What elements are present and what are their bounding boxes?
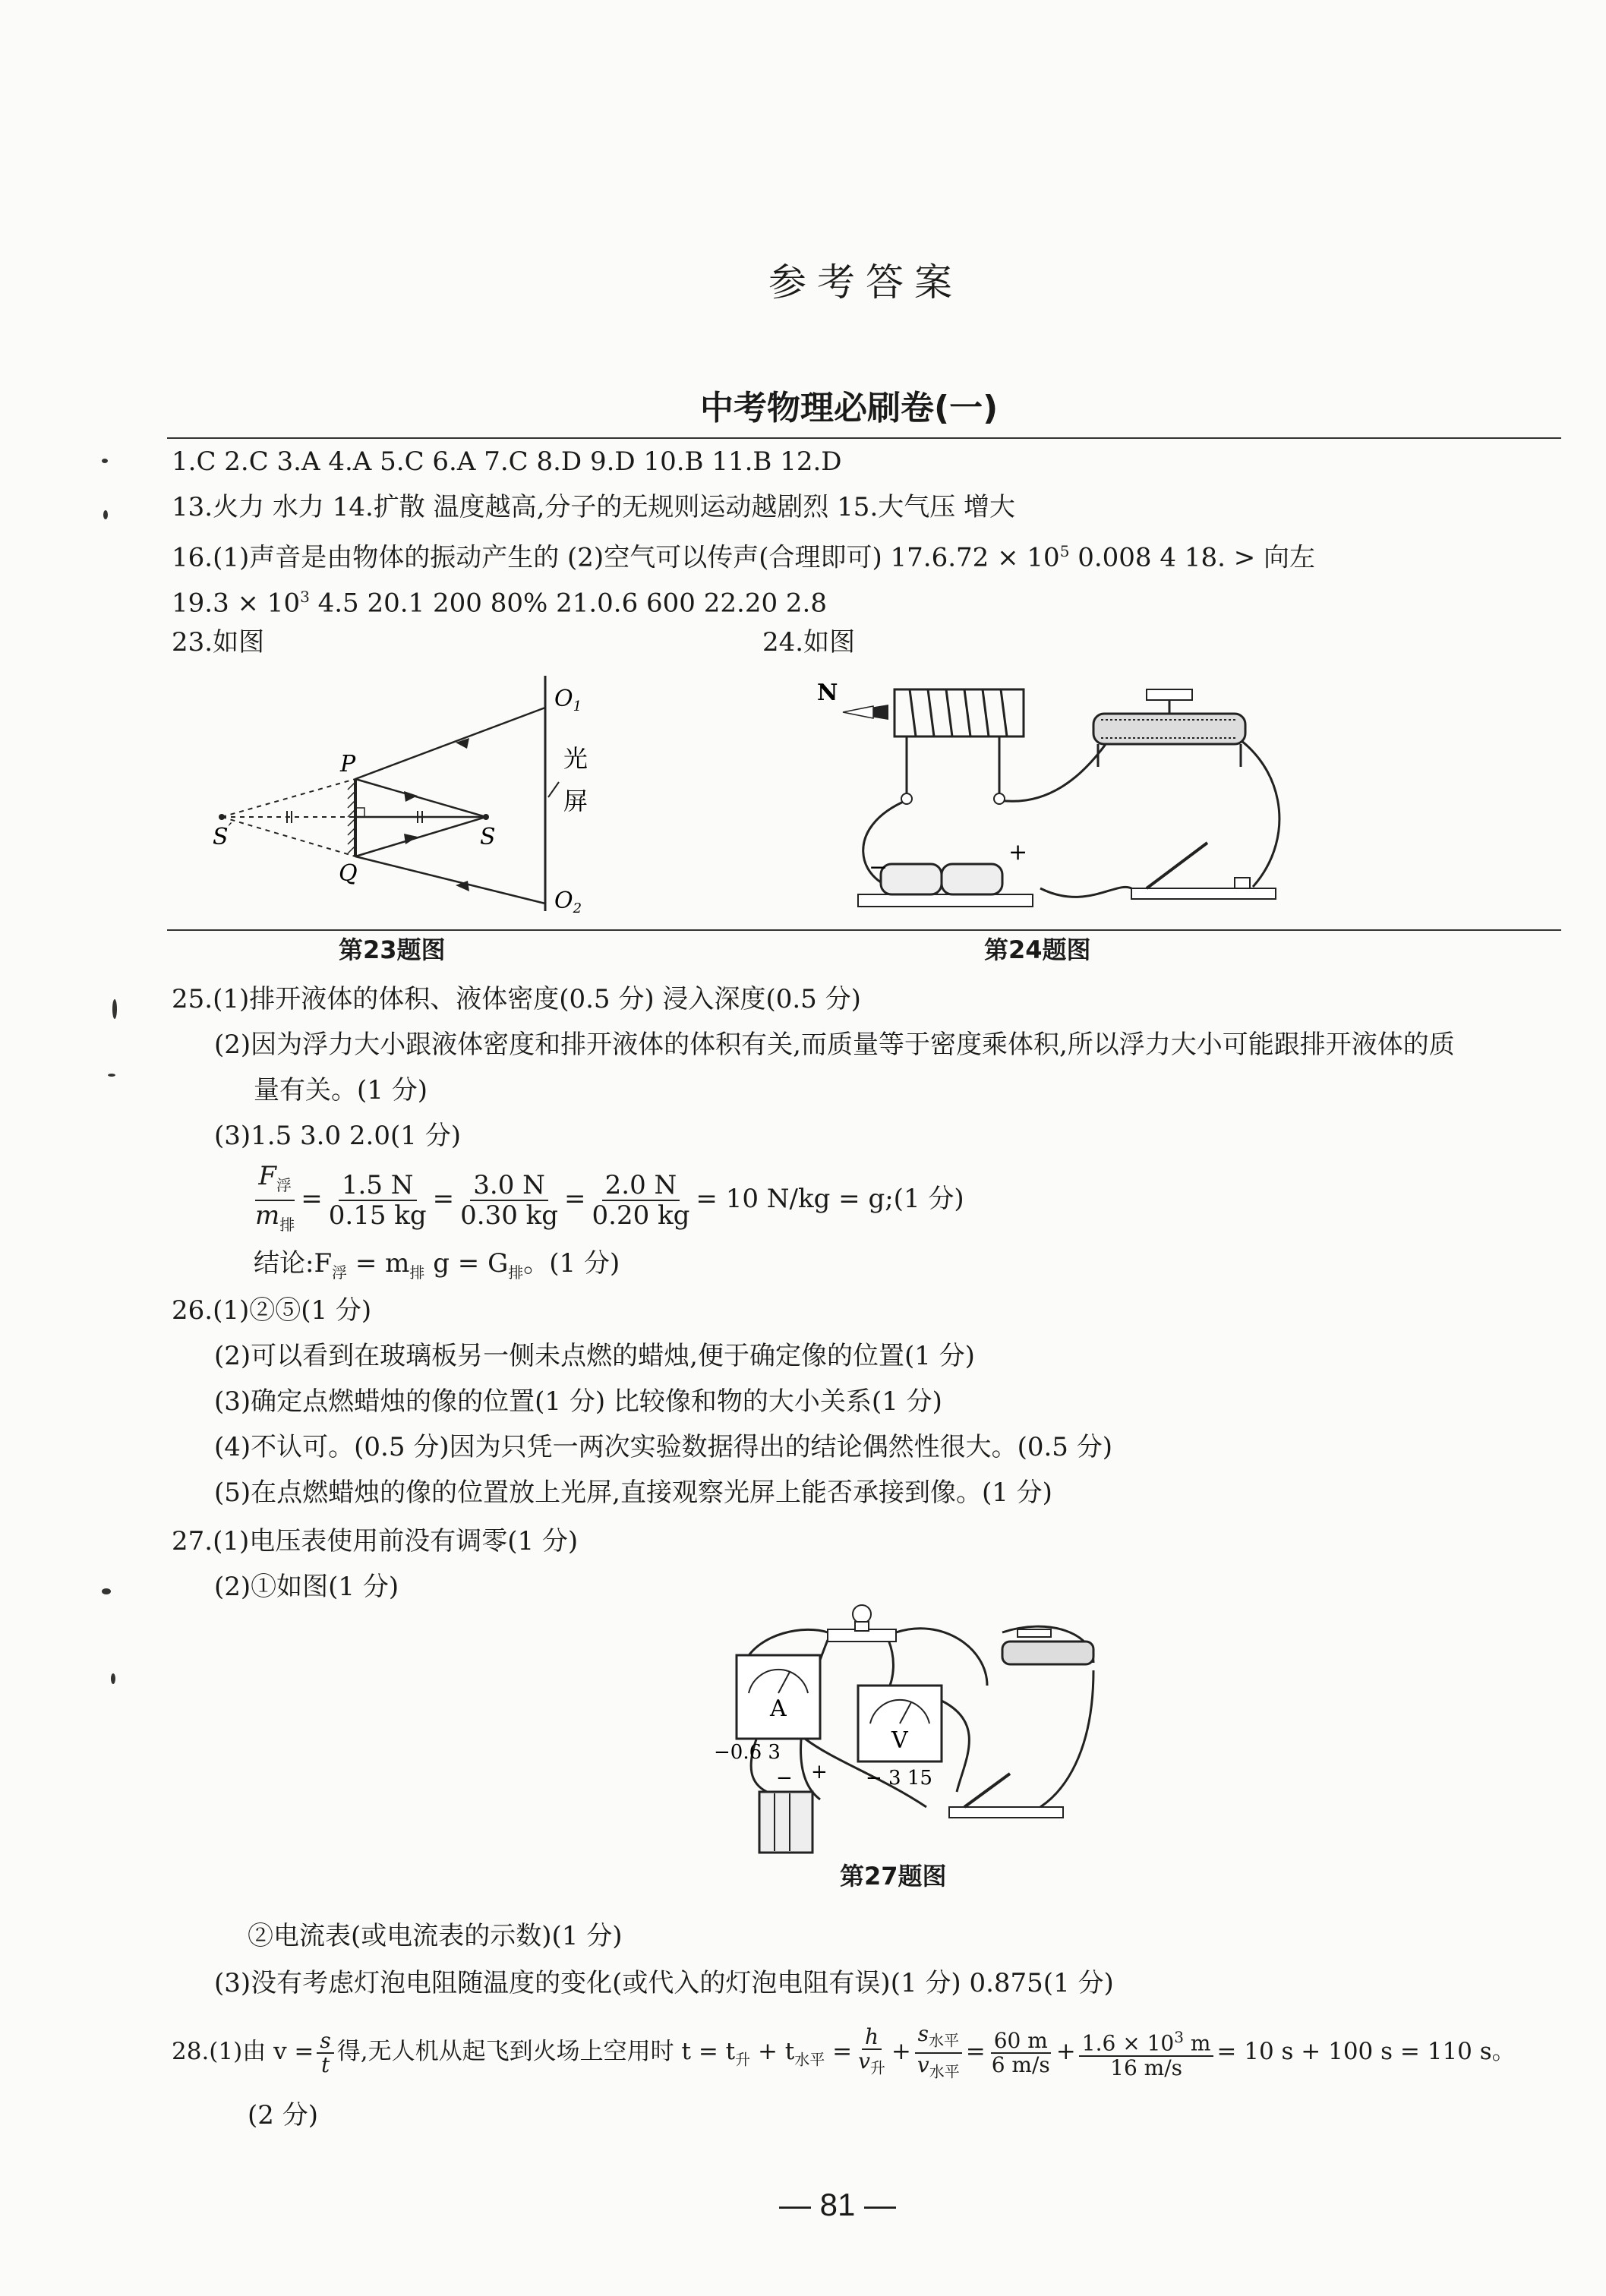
ammeter: [714, 1655, 820, 1764]
scan-speck: [102, 459, 108, 463]
q24-label: 24.如图: [762, 627, 856, 658]
q26-part1: 26.(1)②⑤(1 分): [172, 1295, 372, 1326]
scan-speck: [111, 1673, 115, 1684]
figure-24-caption: 第24题图: [984, 935, 1091, 964]
battery-24: [858, 839, 1033, 907]
answer-line-3: [172, 536, 1315, 572]
answer-line-4-a: 19.3 × 10: [172, 588, 301, 619]
fraction-60-over-6: $\frac{60 m}{6 m/s}$: [991, 2027, 1050, 2077]
label-s: S: [480, 824, 496, 850]
label-minus: −: [869, 854, 888, 881]
exponent: 5: [1059, 542, 1070, 560]
voltmeter-range: − 3 15: [866, 1767, 932, 1790]
q28-score: (2 分): [248, 2100, 318, 2130]
q26-part4: (4)不认可。(0.5 分)因为只凭一两次实验数据得出的结论偶然性很大。(0.5 分): [214, 1432, 1112, 1462]
answer-line-1: 1.C 2.C 3.A 4.A 5.C 6.A 7.C 8.D 9.D 10.B 11.B 12.D: [172, 446, 842, 477]
q26-part3: (3)确定点燃蜡烛的像的位置(1 分) 比较像和物的大小关系(1 分): [214, 1386, 942, 1417]
q26-part5: (5)在点燃蜡烛的像的位置放上光屏,直接观察光屏上能否承接到像。(1 分): [214, 1478, 1052, 1508]
page-title: 参考答案: [768, 260, 963, 304]
q27-part2: (2)①如图(1 分): [214, 1572, 399, 1602]
terminal: [994, 793, 1005, 804]
q25-formula: $\frac{F_浮}{m_排}$ = $\frac{1.5 N}{0.15 kg}$ = $\frac{3.0 N}{0.30 kg}$ = $\frac{2.0 N}{0.20 kg}$ = 10 N/kg = g;(1 分): [249, 1162, 964, 1239]
answer-line-2: 13.火力 水力 14.扩散 温度越高,分子的无规则运动越剧烈 15.大气压 增大: [172, 492, 1016, 522]
label-n: N: [817, 680, 838, 706]
title-rule: [167, 437, 1561, 439]
label-screen-1: 光: [563, 744, 588, 773]
label-screen-2: 屏: [563, 787, 588, 815]
battery-27: [759, 1761, 828, 1853]
label-p: P: [340, 751, 356, 777]
fraction-3: $\frac{2.0 N}{0.20 kg}$: [592, 1169, 690, 1231]
rheostat: [1093, 689, 1245, 767]
figure-23: [197, 668, 623, 919]
label-q: Q: [339, 860, 358, 887]
scan-speck: [112, 999, 117, 1019]
ammeter-range: −0.6 3: [714, 1741, 781, 1764]
q25-part2b: 量有关。(1 分): [254, 1075, 428, 1105]
figure-27: [714, 1602, 1109, 1868]
q27-part4: (3)没有考虑灯泡电阻随温度的变化(或代入的灯泡电阻有误)(1 分) 0.875(1 分): [214, 1968, 1114, 1998]
solenoid-coils: [910, 689, 1007, 736]
label-v: V: [891, 1727, 908, 1754]
scan-speck: [103, 510, 108, 519]
solid-rays: [355, 708, 545, 904]
scan-speck: [102, 1588, 111, 1594]
label-s-prime: S′: [213, 821, 232, 850]
fraction-1600-over-16: $\frac{1.6 \times 10^3 m}{16 m/s}$: [1079, 2026, 1214, 2079]
image-point: [483, 814, 489, 820]
q27-part1: 27.(1)电压表使用前没有调零(1 分): [172, 1526, 579, 1556]
fraction-s-over-v: $\frac{s_{水平}}{v_{水平}}$: [914, 2023, 963, 2083]
q25-conclusion: 结论$:F_浮 = m_排$ $g = G_排$。(1 分): [254, 1248, 620, 1282]
q27-part3: ②电流表(或电流表的示数)(1 分): [248, 1921, 623, 1951]
label-plus-27: +: [811, 1761, 828, 1784]
fraction-s-over-t: $\frac{s}{t}$: [317, 2030, 333, 2077]
answer-line-3-a: 16.(1)声音是由物体的振动产生的 (2)空气可以传声(合理即可) 17.6.72 × 10: [172, 542, 1060, 573]
answer-line-4-b: 4.5 20.1 200 80% 21.0.6 600 22.20 2.8: [309, 588, 827, 619]
switch-24: [1131, 843, 1276, 899]
figure-23-caption: 第23题图: [339, 935, 446, 964]
source-point: [219, 814, 225, 820]
q26-part2: (2)可以看到在玻璃板另一侧未点燃的蜡烛,便于确定像的位置(1 分): [214, 1341, 975, 1371]
terminal: [901, 793, 912, 804]
label-plus: +: [1008, 839, 1028, 866]
exponent: 3: [300, 588, 310, 606]
voltmeter: [858, 1686, 942, 1790]
lamp: [828, 1605, 896, 1642]
screen-pointer: [548, 782, 559, 797]
q23-label: 23.如图: [172, 627, 265, 658]
q25-part1: 25.(1)排开液体的体积、液体密度(0.5 分) 浸入深度(0.5 分): [172, 984, 861, 1014]
figure-24: [812, 668, 1314, 926]
answer-line-3-b: 0.008 4 18. > 向左: [1069, 542, 1315, 573]
label-a: A: [770, 1695, 787, 1722]
q25-part3: (3)1.5 3.0 2.0(1 分): [214, 1121, 461, 1151]
rheostat-27: [1002, 1629, 1093, 1664]
switch-27: [949, 1774, 1063, 1818]
label-o1: $O_1$: [554, 686, 582, 714]
label-minus-27: −: [776, 1767, 793, 1790]
fraction-1: $\frac{1.5 N}{0.15 kg}$: [328, 1169, 427, 1231]
fraction-f-over-m: $\frac{F_浮}{m_排}$: [255, 1161, 295, 1234]
scan-speck: [108, 1074, 115, 1077]
label-o2: $O_2$: [554, 888, 582, 916]
q28-part1: 28.(1)由 v = $\frac{s}{t}$ 得,无人机从起飞到火场上空用时 $t = t_升 + t_{水平}$ = $\frac{h}{v_升}$ + $\frac{s_{水平}}{v_{水平}}$ = $\frac{60 m}{6 m/s}$ + $\frac{1.6 \times 10^3 m}{16 m/s}$ = 10 s + 100 s = 110 s。: [172, 2023, 1516, 2083]
q25-part2a: (2)因为浮力大小跟液体密度和排开液体的体积有关,而质量等于密度乘体积,所以浮力大小可能跟排开液体的质: [214, 1030, 1455, 1060]
answer-line-4: [172, 582, 827, 618]
page-number: — 81 —: [779, 2187, 897, 2222]
exam-subtitle: 中考物理必刷卷(一): [700, 389, 999, 427]
figure-27-caption: 第27题图: [840, 1862, 947, 1891]
fraction-h-over-v: $\frac{h}{v_升}$: [858, 2024, 885, 2077]
fraction-2: $\frac{3.0 N}{0.30 kg}$: [460, 1169, 559, 1231]
dashed-rays: [222, 779, 355, 856]
ray-arrows: [404, 738, 469, 891]
